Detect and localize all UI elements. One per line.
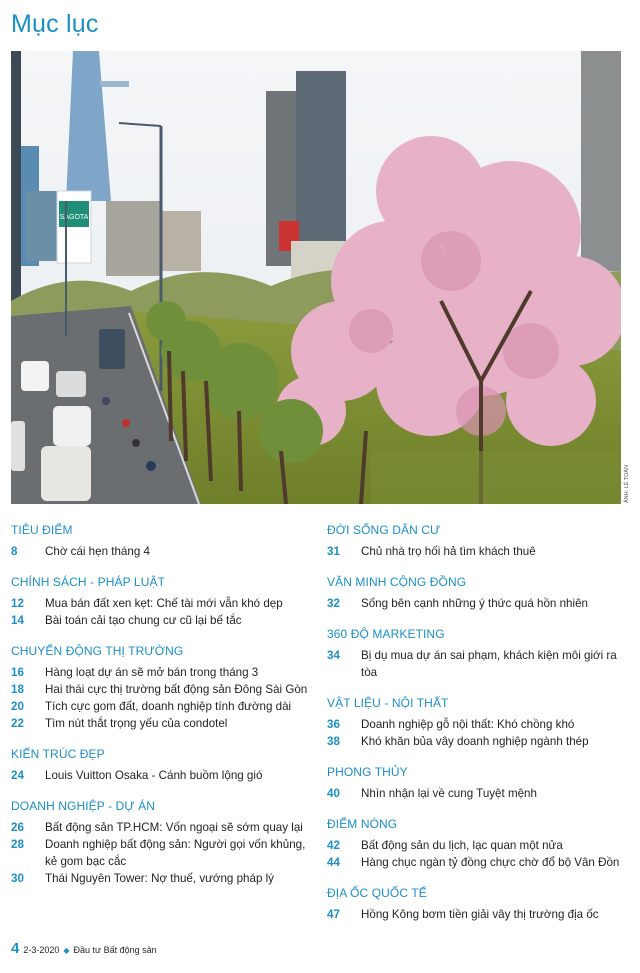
entry-title: Thái Nguyên Tower: Nợ thuế, vướng pháp lý — [45, 872, 274, 885]
entry-page-number: 32 — [327, 597, 340, 610]
section-title: ĐỊA ỐC QUỐC TẾ — [327, 886, 427, 900]
entry-title: Tìm nút thắt trọng yếu của condotel — [45, 717, 228, 730]
entry-page-number: 36 — [327, 718, 340, 731]
entry-title: Sống bên cạnh những ý thức quá hồn nhiên — [361, 597, 588, 610]
diamond-icon: ◆ — [63, 946, 70, 955]
entry-title: Chờ cái hẹn tháng 4 — [45, 545, 150, 558]
toc-entry[interactable] — [327, 716, 632, 733]
billboard-text: SAGOTA — [59, 214, 89, 221]
section-title: PHONG THỦY — [327, 765, 408, 779]
entry-title: Hàng loạt dự án sẽ mở bán trong tháng 3 — [45, 666, 259, 679]
toc-entry[interactable] — [11, 681, 316, 698]
page-footer — [11, 940, 157, 957]
entry-title: Bất động sản du lịch, lạc quan một nửa — [361, 839, 563, 852]
entry-page-number: 42 — [327, 839, 340, 852]
entry-page-number: 47 — [327, 908, 340, 921]
toc-entry[interactable] — [11, 819, 316, 836]
toc-section — [327, 816, 632, 871]
toc-section — [11, 643, 316, 732]
section-title: TIÊU ĐIỂM — [11, 523, 73, 537]
entry-page-number: 44 — [327, 856, 340, 869]
toc-entry[interactable] — [327, 733, 632, 750]
section-title: VẬT LIỆU - NỘI THẤT — [327, 696, 449, 710]
toc-section — [11, 522, 316, 560]
toc-entry[interactable] — [327, 785, 632, 802]
toc-section — [327, 695, 632, 750]
toc-entry[interactable] — [11, 543, 316, 560]
entry-page-number: 20 — [11, 700, 24, 713]
publication-name: Đầu tư Bất động sản — [73, 945, 157, 955]
toc-entry[interactable] — [11, 870, 316, 887]
toc-entry[interactable] — [327, 543, 632, 560]
cover-photo — [11, 51, 621, 504]
entry-title: Doanh nghiệp bất động sản: Người gọi vốn khủng, kẻ gom bạc cắc — [45, 838, 306, 868]
toc-entry[interactable] — [11, 836, 316, 870]
entry-title: Tích cực gom đất, doanh nghiệp tính đường dài — [45, 700, 292, 713]
entry-title: Hai thái cực thị trường bất động sản Đông Sài Gòn — [45, 683, 308, 696]
issue-date: 2-3-2020 — [23, 945, 60, 955]
entry-page-number: 38 — [327, 735, 340, 748]
toc-entry[interactable] — [11, 767, 316, 784]
toc-entry[interactable] — [327, 837, 632, 854]
page-number: 4 — [11, 940, 20, 957]
toc-entry[interactable] — [11, 664, 316, 681]
toc-section — [11, 746, 316, 784]
toc-section — [327, 626, 632, 681]
entry-page-number: 31 — [327, 545, 340, 558]
entry-page-number: 16 — [11, 666, 24, 679]
entry-page-number: 24 — [11, 769, 24, 782]
section-title: DOANH NGHIỆP - DỰ ÁN — [11, 799, 156, 813]
toc-entry[interactable] — [327, 906, 632, 923]
entry-title: Bất động sản TP.HCM: Vốn ngoại sẽ sớm quay lại — [45, 821, 303, 834]
toc-section — [11, 798, 316, 887]
section-title: CHUYỂN ĐỘNG THỊ TRƯỜNG — [11, 644, 184, 658]
entry-title: Chủ nhà trọ hối hả tìm khách thuê — [361, 545, 536, 558]
toc-left-column — [11, 522, 316, 901]
entry-title: Louis Vuitton Osaka - Cánh buồm lộng gió — [45, 769, 263, 782]
entry-page-number: 28 — [11, 838, 24, 851]
entry-title: Doanh nghiệp gỗ nội thất: Khó chồng khó — [361, 718, 575, 731]
toc-section — [327, 574, 632, 612]
entry-title: Bài toán cải tạo chung cư cũ lại bế tắc — [45, 614, 242, 627]
entry-page-number: 30 — [11, 872, 24, 885]
toc-entry[interactable] — [11, 612, 316, 629]
entry-page-number: 26 — [11, 821, 24, 834]
entry-page-number: 12 — [11, 597, 24, 610]
toc-entry[interactable] — [11, 698, 316, 715]
entry-page-number: 22 — [11, 717, 24, 730]
toc-entry[interactable] — [327, 854, 632, 871]
entry-title: Hồng Kông bơm tiền giải vây thị trường địa ốc — [361, 908, 599, 921]
page-title: Mục lục — [11, 10, 99, 38]
toc-right-column — [327, 522, 632, 937]
entry-page-number: 14 — [11, 614, 24, 627]
section-title: ĐỜI SỐNG DÂN CƯ — [327, 523, 441, 537]
section-title: KIẾN TRÚC ĐẸP — [11, 747, 105, 761]
entry-page-number: 8 — [11, 545, 18, 558]
entry-title: Hàng chục ngàn tỷ đồng chực chờ đổ bộ Vân Đồn — [361, 856, 620, 869]
toc-section — [327, 885, 632, 923]
entry-page-number: 18 — [11, 683, 24, 696]
photo-credit: ẢNH: LÊ TOÀN — [624, 464, 630, 503]
entry-title: Khó khăn bủa vây doanh nghiệp ngành thép — [361, 735, 589, 748]
toc-entry[interactable] — [11, 595, 316, 612]
entry-title: Bị dụ mua dự án sai phạm, khách kiện môi giới ra tòa — [361, 649, 617, 679]
toc-section — [327, 764, 632, 802]
entry-page-number: 34 — [327, 649, 340, 662]
section-title: ĐIỂM NÓNG — [327, 817, 398, 831]
toc-entry[interactable] — [327, 595, 632, 612]
section-title: 360 ĐỘ MARKETING — [327, 627, 445, 641]
entry-page-number: 40 — [327, 787, 340, 800]
toc-entry[interactable] — [327, 647, 632, 681]
section-title: CHÍNH SÁCH - PHÁP LUẬT — [11, 575, 166, 589]
entry-title: Mua bán đất xen kẹt: Chế tài mới vẫn khó dẹp — [45, 597, 283, 610]
section-title: VĂN MINH CỘNG ĐỒNG — [327, 575, 467, 589]
entry-title: Nhìn nhận lại về cung Tuyệt mệnh — [361, 787, 537, 800]
toc-section — [327, 522, 632, 560]
toc-entry[interactable] — [11, 715, 316, 732]
toc-section — [11, 574, 316, 629]
